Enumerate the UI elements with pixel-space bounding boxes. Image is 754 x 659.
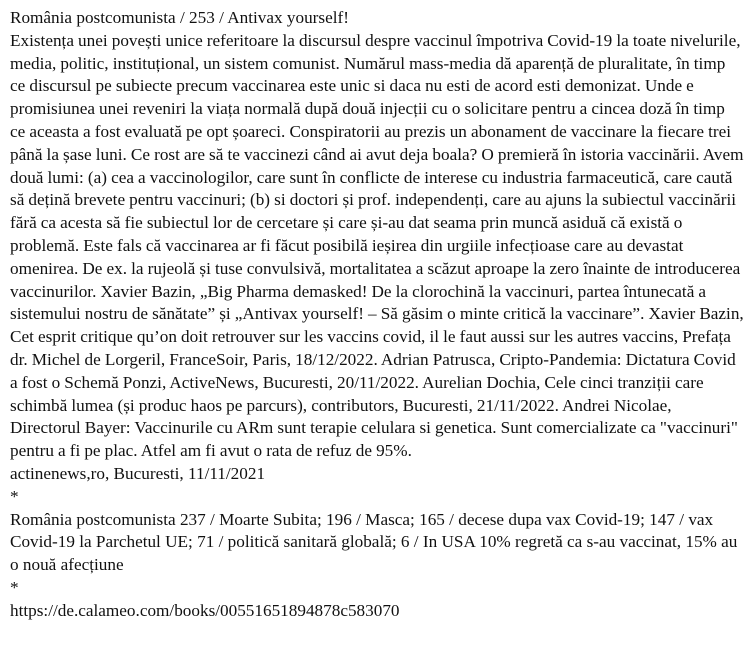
article-body: Existența unei povești unice referitoare la discursul despre vaccinul împotriva Covid-19 la toate nivelurile, media, politic, instituțional, un sistem comunist. Numărul mass-media dă aparență de pluralitate, în timp ce discursul pe subiecte precum vaccinarea este unic si daca nu esti de acord esti demonizat. Unde e promisiunea unei reveniri la viața normală după două injecții cu o solicitare pentru a cincea doză în timp ce aceasta a fost evaluată pe opt șoareci. Conspiratorii au prezis un abonament de vaccinare la fiecare trei până la șase luni. Ce rost are să te vaccinezi când ai avut deja boala? O premieră în istoria vaccinării. Avem două lumi: (a) cea a vaccinologilor, care sunt în conflicte de interese cu industria farmaceutică, care caută să dețină brevete pentru vaccinuri; (b) si doctori și prof. independenți, care au ajuns la subiectul vaccinării fără ca acesta să fie subiectul lor de cercetare și care și-au dat seama prin muncă asiduă că există o problemă. Este fals că vaccinarea ar fi făcut posibilă ieșirea din urgiile infecțioase care au devastat omenirea. De ex. la rujeolă și tuse convulsivă, mortalitatea a scăzut aproape la zero înainte de introducerea vaccinurilor. Xavier Bazin, „Big Pharma demasked! De la clorochină la vaccinuri, partea întunecată a sistemului nostru de sănătate” și „Antivax yourself! – Să găsim o minte critică la vaccinare”. Xavier Bazin, Cet esprit critique qu’on doit retrouver sur les vaccins covid, il le faut aussi sur les autres vaccins, Prefața dr. Michel de Lorgeril, FranceSoir, Paris, 18/12/2022. Adrian Patrusca, Cripto-Pandemia: Dictatura Covid a fost o Schemă Ponzi, ActiveNews, Bucuresti, 20/11/2022. Aurelian Dochia, Cele cinci tranziții care schimbă lumea (și produc haos pe parcurs), contributors, Bucuresti, 21/11/2022. Andrei Nicolae, Directorul Bayer: Vaccinurile cu ARm sunt terapie celulara si genetica. Sunt comercializate ca "vaccinuri" pentru a fi pe plac. Atfel am fi avut o rata de refuz de 95%. xyxy=(10,30,744,461)
separator-asterisk-2: * xyxy=(10,577,19,597)
document-title: România postcomunista / 253 / Antivax yourself! xyxy=(10,8,349,27)
related-articles: România postcomunista 237 / Moarte Subita; 196 / Masca; 165 / decese dupa vax Covid-19; 147 / vax Covid-19 la Parchetul UE; 71 / politică sanitară globală; 6 / In USA 10% regretă ca s-au vaccinat, 15% au o nouă afecțiune xyxy=(10,509,738,575)
source-line: actinenews,ro, Bucuresti, 11/11/2021 xyxy=(10,463,266,483)
calameo-link[interactable]: https://de.calameo.com/books/00551651894878c583070 xyxy=(10,600,400,620)
separator-asterisk: * xyxy=(10,486,19,506)
